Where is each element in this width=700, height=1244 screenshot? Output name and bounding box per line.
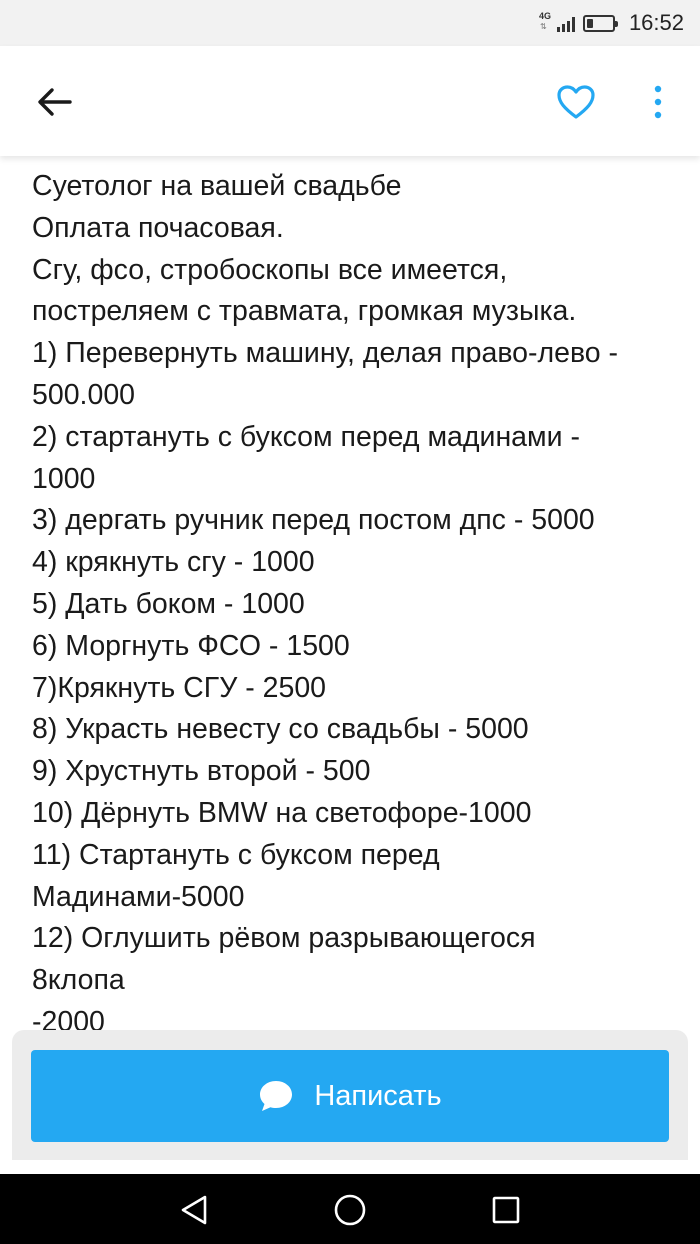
chat-bubble-icon xyxy=(258,1079,294,1113)
description-line: постреляем с травмата, громкая музыка. xyxy=(32,295,577,328)
heart-icon xyxy=(556,84,596,120)
description-line: 4) крякнуть сгу - 1000 xyxy=(32,546,315,579)
description-line: Мадинами-5000 xyxy=(32,880,245,913)
navigation-bar xyxy=(0,1174,700,1244)
nav-back-icon xyxy=(179,1194,209,1226)
back-arrow-icon xyxy=(36,87,72,117)
description-line: -2000 xyxy=(32,1005,105,1030)
nav-recents-icon xyxy=(491,1195,521,1225)
description-line: 6) Моргнуть ФСО - 1500 xyxy=(32,629,350,662)
network-type: 4G xyxy=(538,11,551,21)
app-bar xyxy=(0,46,700,156)
description-line: 9) Хрустнуть второй - 500 xyxy=(32,755,371,788)
description-line: 8) Украсть невесту со свадьбы - 5000 xyxy=(32,713,529,746)
more-options-button[interactable] xyxy=(636,80,680,124)
nav-back-button[interactable] xyxy=(172,1188,216,1232)
battery-level xyxy=(587,19,593,28)
description-line: 11) Стартануть с буксом перед xyxy=(32,838,440,871)
back-button[interactable] xyxy=(30,80,78,124)
description-line: 3) дергать ручник перед постом дпс - 5000 xyxy=(32,504,595,537)
nav-recents-button[interactable] xyxy=(484,1188,528,1232)
description-line: 12) Оглушить рёвом разрывающегося xyxy=(32,922,536,955)
ad-description xyxy=(0,156,700,1030)
signal-icon xyxy=(539,12,575,34)
status-bar xyxy=(0,0,700,46)
nav-home-button[interactable] xyxy=(328,1188,372,1232)
description-line: 500.000 xyxy=(32,378,136,411)
write-button-label: Написать xyxy=(314,1079,442,1112)
bottom-action-panel xyxy=(12,1030,688,1160)
description-line: Оплата почасовая. xyxy=(32,211,284,244)
nav-home-icon xyxy=(333,1193,367,1227)
more-vertical-icon xyxy=(653,84,663,120)
description-line: Сгу, фсо, стробоскопы все имеется, xyxy=(32,253,508,286)
description-line: 1) Перевернуть машину, делая право-лево - xyxy=(32,337,619,370)
status-time: 16:52 xyxy=(628,10,684,35)
data-arrows-icon: ⇅ xyxy=(539,22,547,31)
description-line: 1000 xyxy=(32,462,96,495)
battery-icon xyxy=(583,15,615,32)
write-message-button[interactable] xyxy=(31,1050,669,1142)
description-line: Суетолог на вашей свадьбе xyxy=(32,170,402,202)
description-line: 10) Дёрнуть BMW на светофоре-1000 xyxy=(32,796,532,829)
description-line: 8клопа xyxy=(32,964,125,997)
favorite-button[interactable] xyxy=(552,80,600,124)
description-line: 7)Крякнуть СГУ - 2500 xyxy=(32,671,327,704)
description-line: 2) стартануть с буксом перед мадинами - xyxy=(32,420,580,453)
description-line: 5) Дать боком - 1000 xyxy=(32,587,305,620)
